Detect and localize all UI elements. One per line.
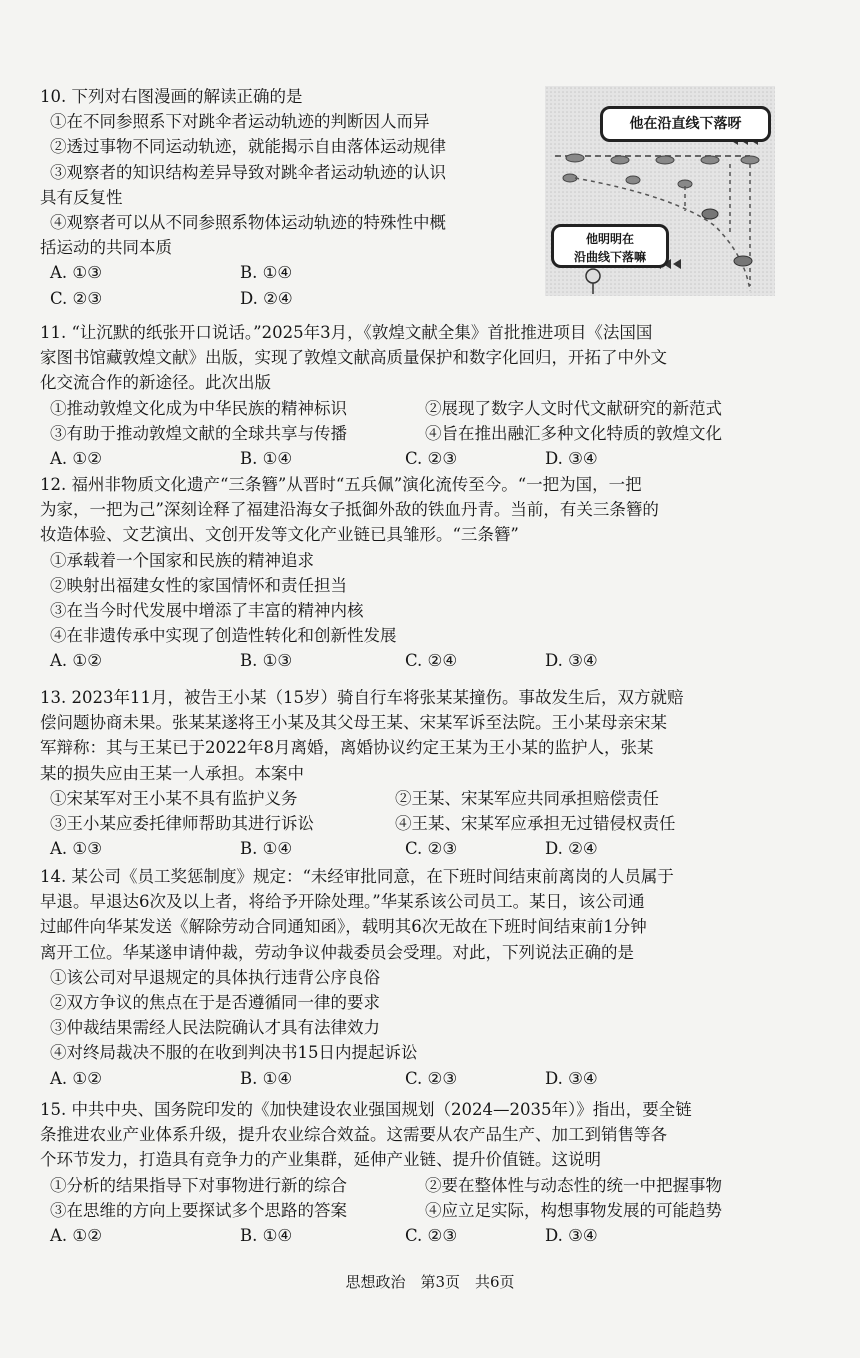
question-15 bbox=[40, 1097, 830, 1248]
q15-stem-line-3: 个环节发力，打造具有竞争力的产业集群，延伸产业链、提升价值链。这说明 bbox=[40, 1150, 601, 1170]
q10-options-row-1 bbox=[40, 260, 540, 285]
q13-options bbox=[40, 836, 830, 861]
q12-options bbox=[40, 648, 830, 673]
q15-statement-3: ③在思维的方向上要探试多个思路的答案 bbox=[50, 1200, 347, 1220]
q13-option-b: B. ①④ bbox=[240, 839, 293, 859]
q12-statement-2: ②映射出福建女性的家国情怀和责任担当 bbox=[50, 575, 347, 595]
q15-statement-1: ①分析的结果指导下对事物进行新的综合 bbox=[50, 1175, 347, 1195]
q14-statement-1: ①该公司对早退规定的具体执行违背公序良俗 bbox=[50, 967, 380, 987]
q14-option-a: A. ①② bbox=[50, 1068, 102, 1088]
q15-statements-row-1 bbox=[40, 1173, 830, 1198]
q10-option-d: D. ②④ bbox=[240, 288, 293, 308]
q10-options-row-2 bbox=[40, 286, 540, 311]
q11-stem-line-1: 11. “让沉默的纸张开口说话。”2025年3月，《敦煌文献全集》首批推进项目《法国国 bbox=[40, 323, 653, 342]
q11-statements-row-1 bbox=[40, 396, 830, 421]
question-14 bbox=[40, 864, 830, 1091]
q12-option-b: B. ①③ bbox=[240, 651, 293, 671]
q10-option-b: B. ①④ bbox=[240, 263, 293, 283]
q13-option-c: C. ②③ bbox=[405, 839, 458, 859]
q14-options bbox=[40, 1066, 830, 1091]
question-12 bbox=[40, 472, 830, 674]
q13-stem-line-1: 13. 2023年11月，被告王小某（15岁）骑自行车将张某某撞伤。事故发生后，双方就赔 bbox=[40, 688, 684, 707]
q11-statement-2: ②展现了数字人文时代文献研究的新范式 bbox=[425, 398, 722, 418]
q13-statement-2: ②王某、宋某军应共同承担赔偿责任 bbox=[395, 788, 659, 808]
q11-statement-1: ①推动敦煌文化成为中华民族的精神标识 bbox=[50, 398, 347, 418]
q14-statement-2: ②双方争议的焦点在于是否遵循同一律的要求 bbox=[50, 993, 380, 1013]
q15-option-b: B. ①④ bbox=[240, 1226, 293, 1246]
q13-stem-line-3: 军辩称：其与王某已于2022年8月离婚，离婚协议约定王某为王小某的监护人，张某 bbox=[40, 738, 654, 758]
speech-bubble-bottom-line-2: 沿曲线下落嘛 bbox=[573, 250, 646, 264]
q15-option-c: C. ②③ bbox=[405, 1226, 458, 1246]
q13-option-d: D. ②④ bbox=[545, 839, 598, 859]
q15-option-d: D. ③④ bbox=[545, 1226, 598, 1246]
q11-options bbox=[40, 446, 830, 471]
q12-stem-line-2: 为家，一把为己”深刻诠释了福建沿海女子抵御外敌的铁血丹青。当前，有关三条簪的 bbox=[40, 500, 659, 520]
q14-stem-line-2: 早退。早退达6次及以上者，将给予开除处理。”华某系该公司员工。某日，该公司通 bbox=[40, 892, 645, 912]
q12-option-c: C. ②④ bbox=[405, 651, 458, 671]
q10-option-c: C. ②③ bbox=[50, 288, 103, 308]
q14-option-b: B. ①④ bbox=[240, 1068, 293, 1088]
q12-option-d: D. ③④ bbox=[545, 651, 598, 671]
q10-option-a: A. ①③ bbox=[50, 263, 102, 283]
q11-option-d: D. ③④ bbox=[545, 449, 598, 469]
q12-statement-4: ④在非遗传承中实现了创造性转化和创新性发展 bbox=[50, 626, 397, 646]
q13-statement-4: ④王某、宋某军应承担无过错侵权责任 bbox=[395, 814, 676, 834]
q10-statement-4a: ④观察者可以从不同参照系物体运动轨迹的特殊性中概 bbox=[50, 213, 446, 233]
q12-statement-1: ①承载着一个国家和民族的精神追求 bbox=[50, 550, 314, 570]
q15-options bbox=[40, 1223, 830, 1248]
q12-option-a: A. ①② bbox=[50, 651, 102, 671]
q14-stem-line-3: 过邮件向华某发送《解除劳动合同通知函》，载明其6次无故在下班时间结束前1分钟 bbox=[40, 917, 647, 937]
q13-stem-line-4: 某的损失应由王某一人承担。本案中 bbox=[40, 763, 304, 783]
question-10 bbox=[40, 84, 540, 311]
q11-statement-4: ④旨在推出融汇多种文化特质的敦煌文化 bbox=[425, 423, 722, 443]
q14-statement-3: ③仲裁结果需经人民法院确认才具有法律效力 bbox=[50, 1018, 380, 1038]
q13-statement-3: ③王小某应委托律师帮助其进行诉讼 bbox=[50, 814, 314, 834]
q14-option-c: C. ②③ bbox=[405, 1068, 458, 1088]
q11-stem-line-3: 化交流合作的新途径。此次出版 bbox=[40, 373, 271, 393]
q14-statement-4: ④对终局裁决不服的在收到判决书15日内提起诉讼 bbox=[50, 1043, 418, 1063]
question-11 bbox=[40, 320, 830, 471]
q12-stem-line-3: 妆造体验、文艺演出、文创开发等文化产业链已具雏形。“三条簪” bbox=[40, 525, 519, 545]
speech-bubble-bottom-line-1: 他明明在 bbox=[585, 232, 634, 246]
q10-stem: 10. 下列对右图漫画的解读正确的是 bbox=[40, 87, 303, 106]
q12-statement-3: ③在当今时代发展中增添了丰富的精神内核 bbox=[50, 601, 364, 621]
q13-stem-line-2: 偿问题协商未果。张某某遂将王小某及其父母王某、宋某军诉至法院。王小某母亲宋某 bbox=[40, 713, 667, 733]
q15-statements-row-2 bbox=[40, 1198, 830, 1223]
q10-statement-2: ②透过事物不同运动轨迹，就能揭示自由落体运动规律 bbox=[50, 137, 446, 157]
q11-option-a: A. ①② bbox=[50, 449, 102, 469]
q15-stem-line-2: 条推进农业产业体系升级，提升农业综合效益。这需要从农产品生产、加工到销售等各 bbox=[40, 1125, 667, 1145]
q11-statements-row-2 bbox=[40, 421, 830, 446]
q15-option-a: A. ①② bbox=[50, 1226, 102, 1246]
q13-statements-row-1 bbox=[40, 786, 830, 811]
q10-statement-3a: ③观察者的知识结构差异导致对跳伞者运动轨迹的认识 bbox=[50, 162, 446, 182]
speech-bubble-bottom bbox=[551, 224, 669, 268]
q13-option-a: A. ①③ bbox=[50, 839, 102, 859]
q15-statement-4: ④应立足实际，构想事物发展的可能趋势 bbox=[425, 1200, 722, 1220]
q11-stem-line-2: 家图书馆藏敦煌文献》出版，实现了敦煌文献高质量保护和数字化回归，开拓了中外文 bbox=[40, 348, 667, 368]
q11-statement-3: ③有助于推动敦煌文献的全球共享与传播 bbox=[50, 423, 347, 443]
q13-statements-row-2 bbox=[40, 811, 830, 836]
cartoon-parachutist bbox=[545, 86, 775, 296]
q14-option-d: D. ③④ bbox=[545, 1068, 598, 1088]
q10-statement-4b: 括运动的共同本质 bbox=[40, 238, 172, 258]
q11-option-b: B. ①④ bbox=[240, 449, 293, 469]
q13-statement-1: ①宋某军对王小某不具有监护义务 bbox=[50, 788, 298, 808]
speech-bubble-top: 他在沿直线下落呀 bbox=[600, 106, 771, 142]
q10-statement-3b: 具有反复性 bbox=[40, 187, 123, 207]
q10-statement-1: ①在不同参照系下对跳伞者运动轨迹的判断因人而异 bbox=[50, 112, 430, 132]
q11-option-c: C. ②③ bbox=[405, 449, 458, 469]
q15-statement-2: ②要在整体性与动态性的统一中把握事物 bbox=[425, 1175, 722, 1195]
q14-stem-line-4: 离开工位。华某遂申请仲裁，劳动争议仲裁委员会受理。对此，下列说法正确的是 bbox=[40, 942, 634, 962]
page-footer: 思想政治 第3页 共6页 bbox=[345, 1273, 515, 1291]
q15-stem-line-1: 15. 中共中央、国务院印发的《加快建设农业强国规划（2024—2035年）》指出，要全链 bbox=[40, 1100, 692, 1119]
q14-stem-line-1: 14. 某公司《员工奖惩制度》规定：“未经审批同意，在下班时间结束前离岗的人员属于 bbox=[40, 867, 674, 886]
q12-stem-line-1: 12. 福州非物质文化遗产“三条簪”从晋时“五兵佩”演化流传至今。“一把为国，一把 bbox=[40, 475, 642, 494]
question-13 bbox=[40, 685, 830, 861]
